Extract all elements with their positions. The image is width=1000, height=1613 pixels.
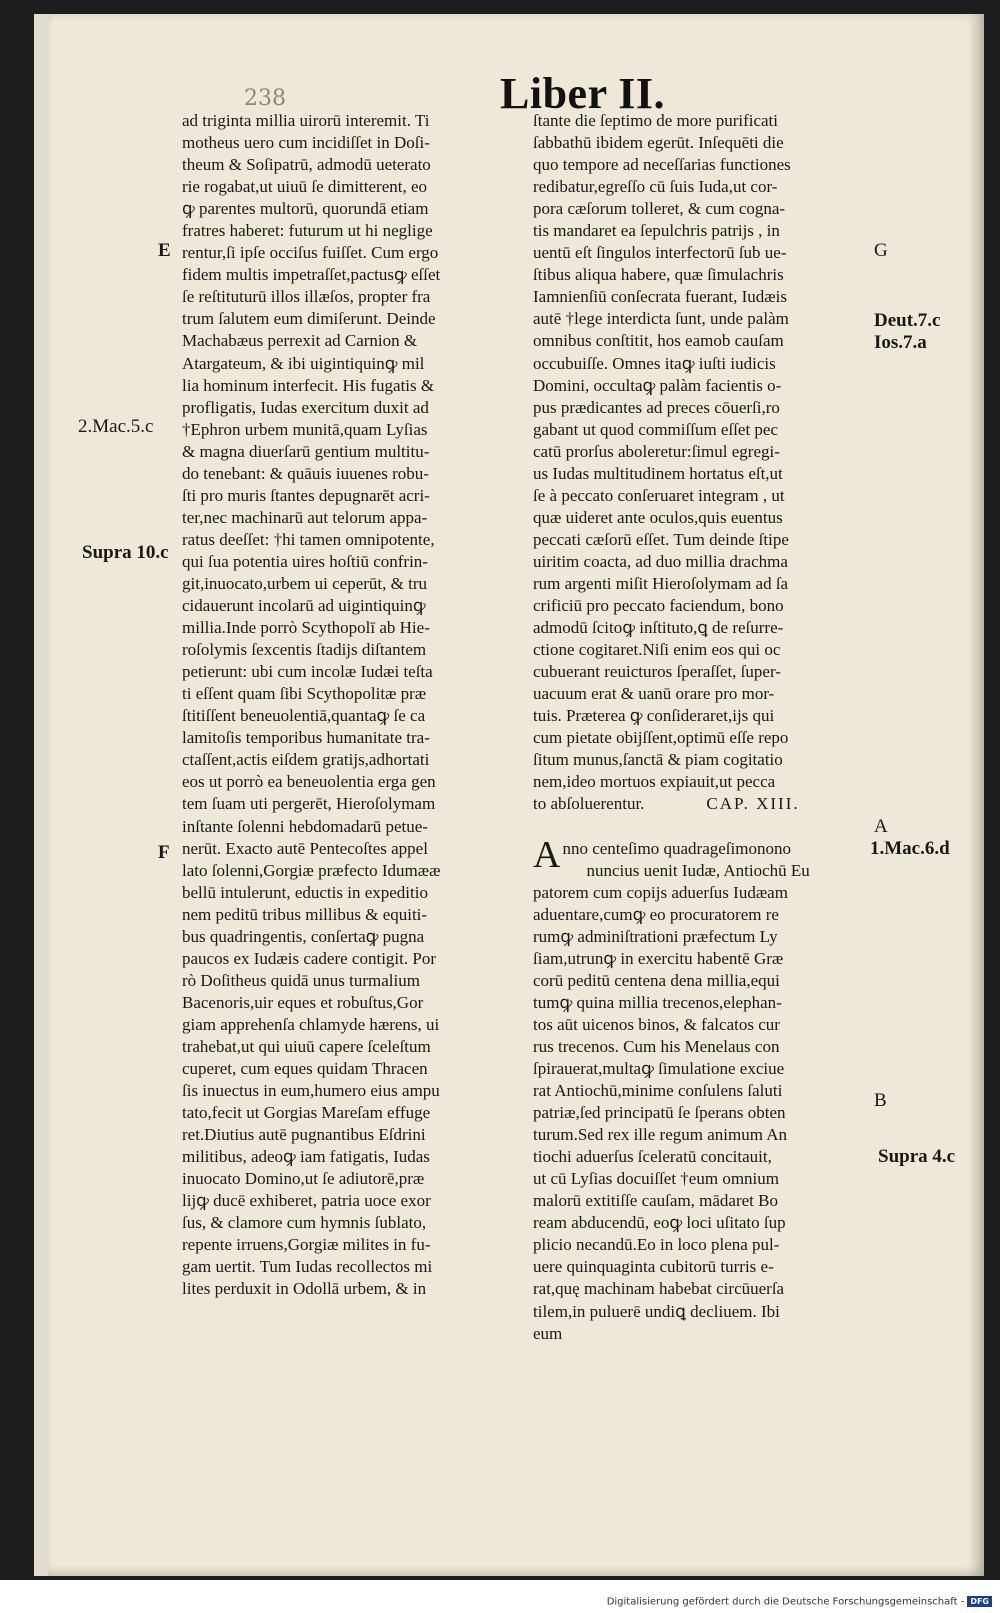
text-line: ſiam,utrunꝙ in exercitu habentē Græ [533,948,784,968]
text-line: fratres haberet: futurum ut hi neglige [182,221,433,241]
text-line: nem,ideo mortuos expiauit,ut pecca [533,772,776,792]
margin-ref-2-mac: 2.Mac.5.c [78,416,154,437]
drop-cap: A [533,833,561,876]
text-line: ſti pro muris ſtantes depugnarēt acri- [182,485,430,505]
text-line: cum pietate obijſſent,optimū eſſe repo [533,728,789,748]
text-line: ſtibus aliqua habere, quæ ſimulachris [533,265,784,285]
text-line: ſe reſtituturū illos illæſos, propter fra [182,287,431,307]
text-line: rum argenti miſit Hieroſolymam ad ſa [533,573,789,593]
text-line: ret.Diutius autē pugnantibus Eſdrini [182,1125,426,1145]
text-line: quæ uideret ante oculos,quis euentus [533,507,783,527]
text-line: patriæ,ſed principatū ſe ſperans obten [533,1103,786,1123]
text-line: ut cū Lyſias docuiſſet †eum omnium [533,1169,779,1189]
text-line: omnibus conſtitit, hos eamob cauſam [533,331,784,351]
text-line: us Iudas multitudinem hortatus eſt,ut [533,463,783,483]
text-line: gabant ut quod commiſſum eſſet pec [533,419,779,439]
text-line: nerūt. Exacto autē Pentecoſtes appel [182,838,428,858]
text-line: cuperet, cum eques quidam Thracen [182,1059,428,1079]
text-line: trum ſalutem eum dimiſerunt. Deinde [182,309,436,329]
text-line: ream abducendū, eoꝙ loci uſitato ſup [533,1213,786,1233]
margin-ref-1-mac: 1.Mac.6.d [870,838,950,859]
text-line: ſus, & clamore cum hymnis ſublato, [182,1213,427,1233]
text-line: ratus deeſſet: †hi tamen omnipotente, [182,529,435,549]
text-line: roſolymis ſexcentis ſtadijs diſtantem [182,640,427,660]
text-line: lites perduxit in Odollā urbem, & in [182,1279,427,1299]
text-line: qui ſua potentia uires hoſtiū confrin- [182,551,428,571]
text-line: occubuiſſe. Omnes itaꝙ iuſti iudicis [533,353,776,373]
margin-ref-deut: Deut.7.c [874,310,941,331]
text-line: Domini, occultaꝙ palàm facientis o- [533,375,782,395]
text-line: rat Antiochū,minime conſulens ſaluti [533,1081,783,1101]
text-line: rat,quę machinam habebat circūuerſa [533,1279,785,1299]
text-line: tato,fecit ut Gorgias Mareſam effuge [182,1103,431,1123]
text-line: admodū ſcitoꝙ inſtituto,ꝗ de reſurre- [533,618,784,638]
text-line: rentur,ſi ipſe occiſus fuiſſet. Cum ergo [182,243,439,263]
chapter-heading: CAP. XIII. [706,794,800,814]
text-line: corū peditū centena dena millia,equi [533,970,780,990]
text-line: repente irruens,Gorgiæ milites in fu- [182,1235,431,1255]
text-line: uiritim coacta, ad duo millia drachma [533,551,788,571]
text-line: tos aūt uicenos binos, & falcatos cur [533,1014,780,1034]
page-number: 238 [244,86,286,111]
text-line: ſis inuectus in eum,humero eius ampu [182,1081,440,1101]
text-line: uacuum erat & uanū orare pro mor- [533,684,775,704]
credit-text: Digitalisierung gefördert durch die Deutsche Forschungsgemeinschaft - [606,1596,965,1608]
text-line: ſabbathū ibidem egerūt. Inſequēti die [533,133,784,153]
text-line: petierunt: ubi cum incolæ Iudæi teſta [182,662,433,682]
text-line: profligatis, Iudas exercitum duxit ad [182,397,429,417]
text-line: do tenebant: & quāuis iuuenes robu- [182,463,429,483]
text-line [533,816,871,838]
text-line: paucos ex Iudæis cadere contigit. Por [182,948,436,968]
text-column-right [533,110,871,1345]
text-line: motheus uero cum incidiſſet in Doſi- [182,133,430,153]
text-line: rò Doſitheus quidā unus turmalium [182,970,420,990]
digitization-credit [607,1596,992,1608]
text-line: ꝙ parentes multorū, quorundā etiam [182,199,429,219]
text-line: ad triginta millia uirorū interemit. Ti [182,111,430,130]
text-line: Atargateum, & ibi uigintiquinꝙ mil [182,353,425,373]
text-line: millia.Inde porrò Scythopolī ab Hie- [182,618,430,638]
text-line: lamitoſis temporibus humanitate tra- [182,728,430,748]
text-line: trahebat,ut qui uiuū capere ſceleſtum [182,1036,431,1056]
dfg-logo: DFG [967,1596,992,1607]
text-line: peccati cæſorū eſſet. Tum deinde ſtipe [533,529,789,549]
text-line: Bacenoris,uir eques et robuſtus,Gor [182,992,424,1012]
text-line: ſtante die ſeptimo de more purificati [533,111,778,130]
text-line: plicio necandū.Eo in loco plena pul- [533,1235,780,1255]
text-line: uentū eſt ſingulos interfectorū ſub ue- [533,243,787,263]
margin-ref-supra-10: Supra 10.c [82,542,169,563]
text-line: nem peditū tribus millibus & equiti- [182,904,428,924]
text-line: redibatur,egreſſo cū ſuis Iuda,ut cor- [533,177,778,197]
text-line: catū prorſus aboleretur:ſimul egregi- [533,441,780,461]
text-line: ctione cogitaret.Niſi enim eos qui oc [533,640,781,660]
text-line: ti eſſent quam ſibi Scythopolitæ præ [182,684,427,704]
text-line: ſe à peccato conſeruaret integram , ut [533,485,785,505]
text-line: tilem,in puluerē undiꝗ decliuem. Ibi [533,1301,780,1321]
text-line: lia hominum interfecit. His fugatis & [182,375,435,395]
text-line: quo tempore ad neceſſarias functiones [533,155,791,175]
text-line: tumꝙ quina millia trecenos,elephan- [533,992,782,1012]
text-line: Machabæus perrexit ad Carnion & [182,331,418,351]
text-line: rie rogabat,ut uiuū ſe dimitterent, eo [182,177,428,197]
running-head: Liber II. [500,69,666,118]
text-line: Anno centeſimo quadrageſimonono [533,833,791,876]
text-line: lato ſolenni,Gorgiæ præfecto Idumææ [182,860,441,880]
text-line: inſtante ſolenni hebdomadarū petue- [182,816,428,836]
text-line: autē †lege interdicta ſunt, unde palàm [533,309,789,329]
text-line: to abſoluerentur. CAP. XIII. [533,794,800,814]
text-line: cidauerunt incolarū ad uigintiquinꝙ [182,596,426,616]
text-line: & magna diuerſarū gentium multitu- [182,441,430,461]
text-line: eos ut porrò ea beneuolentia erga gen [182,772,436,792]
text-line: tem ſuam uti pergerēt, Hieroſolymam [182,794,436,814]
text-line: eum [533,1323,563,1343]
margin-letter-e: E [158,240,171,261]
text-line: bus quadringentis, conſertaꝙ pugna [182,926,425,946]
margin-letter-a: A [874,816,888,837]
text-line: nuncius uenit Iudæ, Antiochū Eu [586,860,810,880]
text-line: tis mandaret ea ſepulchris patrijs , in [533,221,780,241]
text-line: ctaſſent,actis eiſdem gratijs,adhortati [182,750,430,770]
text-line: crificiū pro peccato faciendum, bono [533,596,784,616]
text-line: git,inuocato,urbem ui ceperūt, & tru [182,573,428,593]
text-line: tiochi aduerſus ſceleratū concitauit, [533,1147,772,1167]
text-line: †Ephron urbem munitā,quam Lyſias [182,419,428,439]
margin-letter-g: G [874,240,888,261]
margin-ref-supra-4: Supra 4.c [878,1146,956,1167]
text-line: ter,nec machinarū aut telorum appa- [182,507,428,527]
text-line: pora cæſorum tolleret, & cum cogna- [533,199,786,219]
text-line: fidem multis impetraſſet,pactusꝙ eſſet [182,265,441,285]
text-line: aduentare,cumꝙ eo procuratorem re [533,904,779,924]
text-line: cubuerant reuicturos ſperaſſet, ſuper- [533,662,781,682]
text-line: theum & Soſipatrū, admodū ueterato [182,155,431,175]
margin-ref-ios: Ios.7.a [874,332,927,353]
text-line: tuis. Præterea ꝙ conſideraret,ijs qui [533,706,775,726]
text-line: militibus, adeoꝙ iam fatigatis, Iudas [182,1147,430,1167]
text-line: ſpirauerat,multaꝙ ſimulatione exciue [533,1059,785,1079]
text-line: pus prædicantes ad preces cōuerſi,ro [533,397,780,417]
text-line: Iamnienſiū conſecrata fuerant, Iudæis [533,287,787,307]
text-line: rumꝙ adminiſtrationi præfectum Ly [533,926,778,946]
text-line: bellū intulerunt, eductis in expeditio [182,882,428,902]
text-line: gam uertit. Tum Iudas recollectos mi [182,1257,433,1277]
text-line: rus trecenos. Cum his Menelaus con [533,1036,780,1056]
text-line: patorem cum copijs aduerſus Iudæam [533,882,788,902]
text-line: inuocato Domino,ut ſe adiutorē,præ [182,1169,425,1189]
text-line: ſitum munus,ſanctā & piam cogitatio [533,750,783,770]
margin-letter-f: F [158,842,170,863]
text-line: uere quinquaginta cubitorū turris e- [533,1257,774,1277]
text-column-left [182,110,518,1301]
margin-letter-b: B [874,1090,887,1111]
text-line: turum.Sed rex ille regum animum An [533,1125,788,1145]
text-line: ſtitiſſent beneuolentiā,quantaꝙ ſe ca [182,706,426,726]
text-line: malorū extitiſſe cauſam, mādaret Bo [533,1191,778,1211]
text-line: lijꝙ ducē exhiberet, patria uoce exor [182,1191,431,1211]
text-line: giam apprehenſa chlamyde hærens, ui [182,1014,440,1034]
